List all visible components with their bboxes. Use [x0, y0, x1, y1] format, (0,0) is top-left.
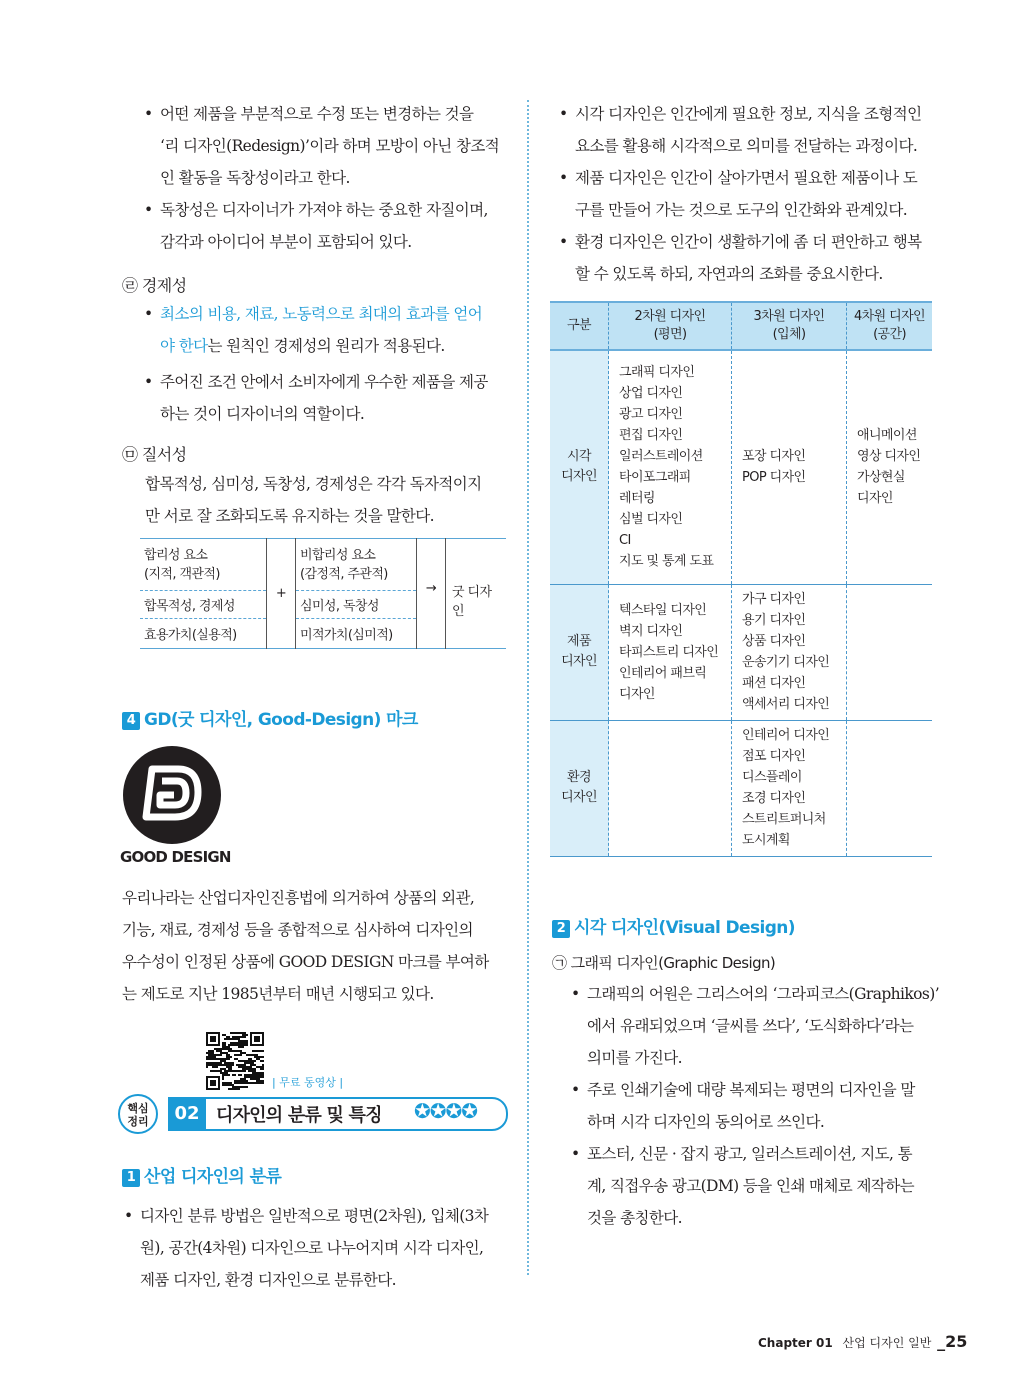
aesthetic-cell: 심미성, 독창성	[296, 591, 417, 619]
bullet-line: 하며 시각 디자인의 동의어로 쓰인다.	[587, 1113, 825, 1131]
bullet-line: 그래픽의 어원은 그리스어의 ‘그라피코스(Graphikos)’	[587, 985, 940, 1003]
row-label: 환경 디자인	[550, 720, 609, 856]
econ-highlight: 최소의 비용, 재료, 노동력으로 최대의 효과를 얻어	[160, 305, 483, 323]
bullet-item	[559, 162, 945, 226]
table-cell	[847, 720, 933, 856]
gd-logo-caption: GOOD DESIGN	[120, 848, 231, 866]
core-title: 디자인의 분류 및 특징	[216, 1105, 382, 1126]
bullet-line: 제품 디자인은 인간이 살아가면서 필요한 제품이나 도	[575, 169, 918, 187]
plus-sign: +	[267, 539, 296, 649]
bullet-line: 감각과 아이디어 부분이 포함되어 있다.	[160, 233, 412, 251]
section-number-1: 1	[122, 1169, 140, 1187]
rational-cell: 합리성 요소 (지적, 객관적)	[140, 539, 267, 591]
bullet-item	[144, 194, 520, 258]
bullet-dot: •	[559, 169, 568, 187]
importance-stars-icon: ✪✪✪✪	[414, 1099, 478, 1123]
footer-chapter: Chapter 01	[758, 1336, 833, 1350]
bullet-line: 포스터, 신문 · 잡지 광고, 일러스트레이션, 지도, 통	[587, 1145, 913, 1163]
qr-code-icon[interactable]	[206, 1032, 264, 1090]
design-classification-table	[550, 301, 932, 857]
purpose-cell: 합목적성, 경제성	[140, 591, 267, 619]
footer-title: 산업 디자인 일반	[842, 1336, 932, 1350]
row-label: 제품 디자인	[550, 584, 609, 720]
bullet-line: 할 수 있도록 하되, 자연과의 조화를 중요시한다.	[575, 265, 883, 283]
visual-design-heading: 2 시각 디자인(Visual Design)	[552, 913, 795, 938]
core-badge: 핵심 정리	[118, 1094, 158, 1134]
bullet-item	[571, 978, 947, 1074]
utility-cell: 효용가치(실용적)	[140, 619, 267, 649]
table-header: 구분	[550, 302, 609, 350]
econ-bullet-1: • 최소의 비용, 재료, 노동력으로 최대의 효과를 얻어 야 한다는 원칙인 경제성의 원리가 적용된다.	[144, 305, 483, 355]
table-header: 4차원 디자인 (공간)	[847, 302, 933, 350]
section-number-2: 2	[552, 920, 570, 938]
table-header: 3차원 디자인 (입체)	[732, 302, 847, 350]
gd-heading: 4 GD(굿 디자인, Good-Design) 마크	[122, 705, 418, 730]
bullet-dot: •	[571, 985, 580, 1003]
good-design-logo	[122, 745, 222, 845]
bullet-line: 것을 총칭한다.	[587, 1209, 682, 1227]
arrow-sign: →	[417, 539, 446, 649]
bullet-item	[571, 1074, 947, 1138]
econ-bullet-2: • 주어진 조건 안에서 소비자에게 우수한 제품을 제공 하는 것이 디자이너의 역할이다.	[144, 373, 488, 423]
gd-mark-icon	[122, 745, 222, 845]
bullet-line: 시각 디자인은 인간에게 필요한 정보, 지식을 조형적인	[575, 105, 922, 123]
good-design-elements-table	[140, 538, 506, 649]
order-heading: ㉤ 질서성	[122, 445, 187, 464]
column-divider	[527, 100, 529, 1275]
industrial-heading: 1 산업 디자인의 분류	[122, 1162, 281, 1187]
order-text: 합목적성, 심미성, 독창성, 경제성은 각각 독자적이지 만 서로 잘 조화되도록 유지하는 것을 말한다.	[145, 475, 482, 525]
bullet-line: 환경 디자인은 인간이 생활하기에 좀 더 편안하고 행복	[575, 233, 922, 251]
econ-heading: ㉣ 경제성	[122, 276, 187, 295]
bullet-dot: •	[571, 1081, 580, 1099]
bullet-dot: •	[144, 201, 153, 219]
table-cell: 그래픽 디자인 상업 디자인 광고 디자인 편집 디자인 일러스트레이션 타이포그래피 레터링 심벌 디자인 CI 지도 및 통계 도표	[609, 350, 732, 584]
table-row	[550, 720, 932, 856]
bullet-line: 계, 직접우송 광고(DM) 등을 인쇄 매체로 제작하는	[587, 1177, 914, 1195]
section-number-4: 4	[122, 712, 140, 730]
row-label: 시각 디자인	[550, 350, 609, 584]
bullet-line: 인 활동을 독창성이라고 한다.	[160, 169, 350, 187]
table-cell: 포장 디자인 POP 디자인	[732, 350, 847, 584]
video-label: | 무료 동영상 |	[272, 1076, 344, 1089]
table-cell: 애니메이션 영상 디자인 가상현실 디자인	[847, 350, 933, 584]
table-cell	[609, 720, 732, 856]
core-number: 02	[168, 1097, 206, 1131]
page-footer	[758, 1332, 967, 1351]
result-cell: 굿 디자인	[452, 585, 492, 619]
table-cell: 가구 디자인 용기 디자인 상품 디자인 운송기기 디자인 패션 디자인 액세서리 디자인	[732, 584, 847, 720]
bullet-item	[559, 226, 945, 290]
table-cell: 텍스타일 디자인 벽지 디자인 타피스트리 디자인 인테리어 패브릭 디자인	[609, 584, 732, 720]
core-section-banner	[118, 1094, 506, 1132]
bullet-line: 어떤 제품을 부분적으로 수정 또는 변경하는 것을	[160, 105, 474, 123]
page-number: _25	[937, 1332, 968, 1351]
bullet-item	[571, 1138, 947, 1234]
beauty-cell: 미적가치(심미적)	[296, 619, 417, 649]
bullet-dot: •	[559, 105, 568, 123]
bullet-line: 구를 만들어 가는 것으로 도구의 인간화와 관계있다.	[575, 201, 908, 219]
irrational-cell: 비합리성 요소 (감정적, 주관적)	[296, 539, 417, 591]
bullet-line: 요소를 활용해 시각적으로 의미를 전달하는 과정이다.	[575, 137, 918, 155]
bullet-dot: •	[559, 233, 568, 251]
bullet-item	[144, 98, 520, 194]
bullet-dot: •	[571, 1145, 580, 1163]
industrial-text: • 디자인 분류 방법은 일반적으로 평면(2차원), 입체(3차 원), 공간(4차원) 디자인으로 나누어지며 시각 디자인, 제품 디자인, 환경 디자인으로 분류한다.	[124, 1207, 489, 1289]
bullet-dot: •	[144, 105, 153, 123]
bullet-line: 의미를 가진다.	[587, 1049, 682, 1067]
graphic-design-heading: ㉠ 그래픽 디자인(Graphic Design)	[552, 954, 776, 972]
econ-highlight-2: 야 한다	[160, 337, 208, 355]
bullet-item	[559, 98, 945, 162]
table-row	[550, 350, 932, 584]
table-header: 2차원 디자인 (평면)	[609, 302, 732, 350]
qr-code[interactable]	[206, 1032, 264, 1090]
bullet-line: ‘리 디자인(Redesign)’이라 하며 모방이 아닌 창조적	[160, 137, 500, 155]
table-cell: 인테리어 디자인 점포 디자인 디스플레이 조경 디자인 스트리트퍼니처 도시계획	[732, 720, 847, 856]
gd-description: 우리나라는 산업디자인진흥법에 의거하여 상품의 외관, 기능, 재료, 경제성 등을 종합적으로 심사하여 디자인의 우수성이 인정된 상품에 GOOD DESIGN 마크를 부여하 는 제도로 지난 1985년부터 매년 시행되고 있다.	[122, 889, 489, 1003]
bullet-line: 주로 인쇄기술에 대량 복제되는 평면의 디자인을 말	[587, 1081, 915, 1099]
bullet-line: 독창성은 디자이너가 가져야 하는 중요한 자질이며,	[160, 201, 488, 219]
bullet-line: 에서 유래되었으며 ‘글씨를 쓰다’, ‘도식화하다’라는	[587, 1017, 914, 1035]
table-cell	[847, 584, 933, 720]
table-row	[550, 584, 932, 720]
